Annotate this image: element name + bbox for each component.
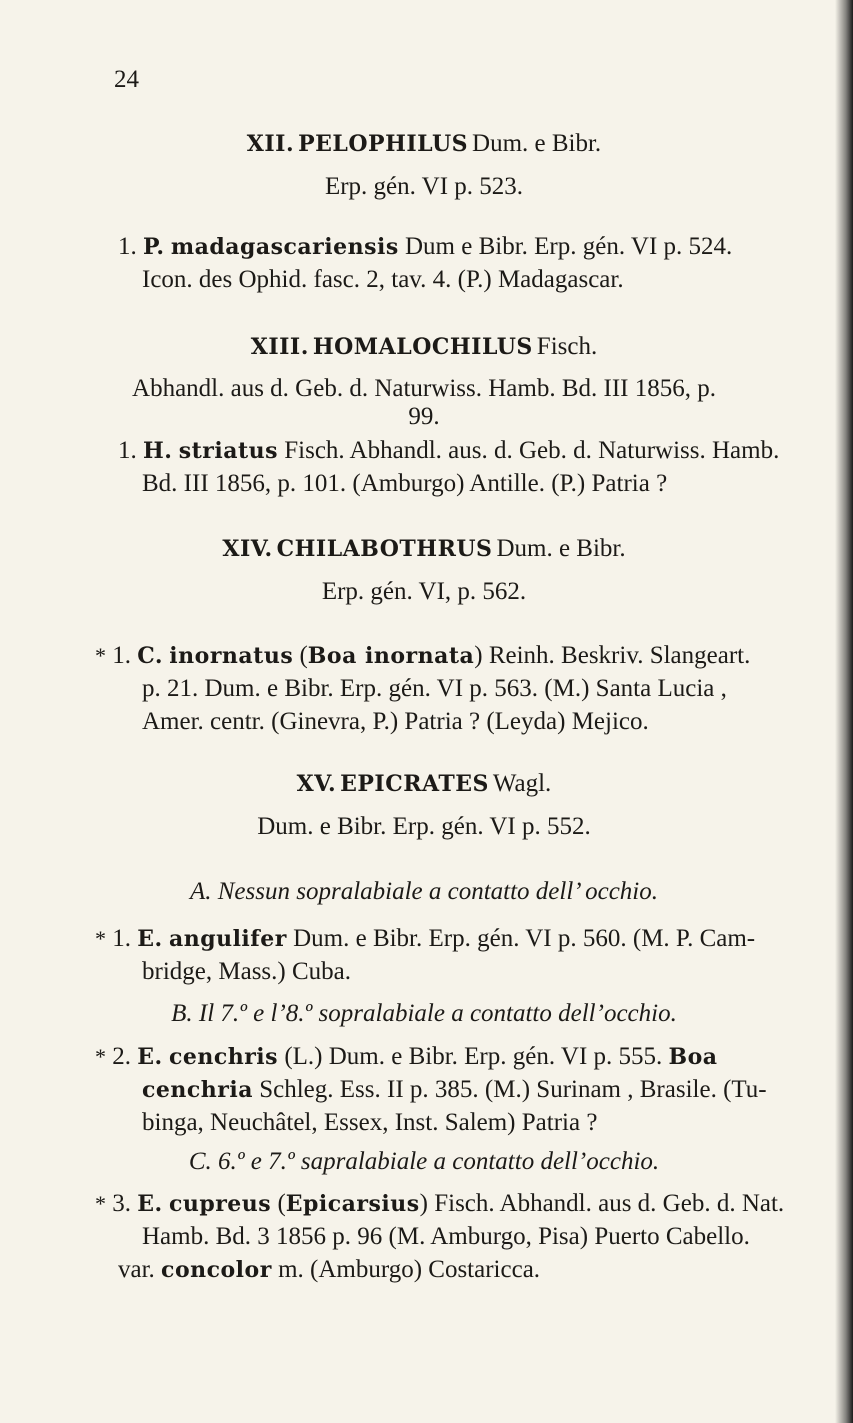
genus-name: HOMALOCHILUS [312,334,533,360]
genus-name: CHILABOTHRUS [276,536,493,562]
paren-open: ( [277,1190,286,1217]
entry-text: (L.) Dum. e Bibr. Erp. gén. VI p. 555. [284,1043,663,1070]
entry-text: m. (Amburgo) Costaricca. [278,1256,541,1283]
species-entry-line: Hamb. Bd. 3 1856 p. 96 (M. Amburgo, Pisa) Puerto Cabello. [142,1223,750,1250]
entry-number: 1. [118,437,137,464]
entry-number: 1. [112,925,131,952]
genus-heading-epicrates [118,770,730,798]
genus-author: Dum. e Bibr. [496,535,626,562]
genus-abbr: C. [137,643,164,669]
genus-abbr: E. [137,1044,163,1070]
species-entry-line [118,233,732,261]
synonym-name: Boa inornata [307,643,475,669]
entry-text: Fisch. Abhandl. aus d. Geb. d. Nat. [434,1190,785,1217]
group-heading-a: A. Nessun sopralabiale a contatto dell’ occhio. [189,878,658,905]
species-entry-line: Bd. III 1856, p. 101. (Amburgo) Antille. (P.) Patria ? [142,470,668,497]
genus-heading-chilabothrus [118,535,730,563]
species-entry-line: Amer. centr. (Ginevra, P.) Patria ? (Leyda) Mejico. [142,708,649,735]
genus-reference: Erp. gén. VI, p. 562. [321,578,527,605]
species-entry-line: bridge, Mass.) Cuba. [142,958,351,985]
synonym-name: cenchria [142,1077,253,1103]
synonym-name: Epicarsius [285,1191,420,1217]
species-name: inornatus [169,643,294,669]
group-heading-b: B. Il 7.º e l’8.º sopralabiale a contatto dell’occhio. [171,1000,677,1027]
genus-numeral: XIV. [222,536,273,562]
genus-abbr: E. [137,926,163,952]
entry-text: Dum. e Bibr. Erp. gén. VI p. 560. (M. P. Cam- [293,925,756,952]
genus-reference: Abhandl. aus d. Geb. d. Naturwiss. Hamb. Bd. III 1856, p. 99. [132,375,716,430]
entry-number: 1. [118,233,137,260]
paren-open: ( [299,642,308,669]
page-number: 24 [114,66,139,93]
genus-abbr: E. [137,1191,163,1217]
page-edge-shadow [835,0,853,1423]
species-name: madagascariensis [170,234,399,260]
genus-numeral: XII. [246,131,295,157]
genus-name: EPICRATES [340,771,489,797]
entry-text: Fisch. Abhandl. aus. d. Geb. d. Naturwiss. Hamb. [284,437,780,464]
variety-name: concolor [161,1257,272,1283]
entry-text: Dum e Bibr. Erp. gén. VI p. 524. [404,233,733,260]
species-entry-line [95,925,755,953]
genus-heading-homalochilus [118,333,730,361]
paren-close: ) [474,642,483,669]
genus-heading-pelophilus [118,130,730,158]
entry-text: Reinh. Beskriv. Slangeart. [488,642,751,669]
genus-abbr: P. [143,234,165,260]
synonym-name: Boa [668,1044,718,1070]
species-entry-line: p. 21. Dum. e Bibr. Erp. gén. VI p. 563. (M.) Santa Lucia , [142,675,727,702]
entry-number: 2. [112,1043,131,1070]
genus-author: Dum. e Bibr. [472,130,602,157]
genus-name: PELOPHILUS [298,131,469,157]
entry-number: 1. [112,642,131,669]
species-name: angulifer [168,926,287,952]
genus-reference: Dum. e Bibr. Erp. gén. VI p. 552. [257,813,591,840]
genus-author: Wagl. [492,770,552,797]
asterisk-mark: * [95,926,106,951]
genus-author: Fisch. [536,333,598,360]
species-entry-line [95,1043,718,1071]
species-entry-line: Icon. des Ophid. fasc. 2, tav. 4. (P.) Madagascar. [142,266,624,293]
species-name: cupreus [168,1191,272,1217]
species-name: striatus [178,438,278,464]
species-entry-line [118,437,779,465]
paren-close: ) [419,1190,428,1217]
asterisk-mark: * [95,1191,106,1216]
asterisk-mark: * [95,643,106,668]
species-entry-line: binga, Neuchâtel, Essex, Inst. Salem) Patria ? [142,1109,598,1136]
variety-label: var. [118,1256,155,1283]
genus-reference: Erp. gén. VI p. 523. [324,173,524,200]
species-entry-line [142,1076,767,1104]
entry-number: 3. [112,1190,131,1217]
species-entry-line [95,1190,784,1218]
genus-abbr: H. [143,438,173,464]
variety-line [118,1256,540,1284]
group-heading-c: C. 6.º e 7.º sapralabiale a contatto dell’occhio. [188,1148,660,1175]
species-name: cenchris [168,1044,279,1070]
entry-text: Schleg. Ess. II p. 385. (M.) Surinam , Brasile. (Tu- [259,1076,767,1103]
genus-numeral: XV. [296,771,337,797]
genus-numeral: XIII. [250,334,309,360]
species-entry-line [95,642,750,670]
asterisk-mark: * [95,1044,106,1069]
